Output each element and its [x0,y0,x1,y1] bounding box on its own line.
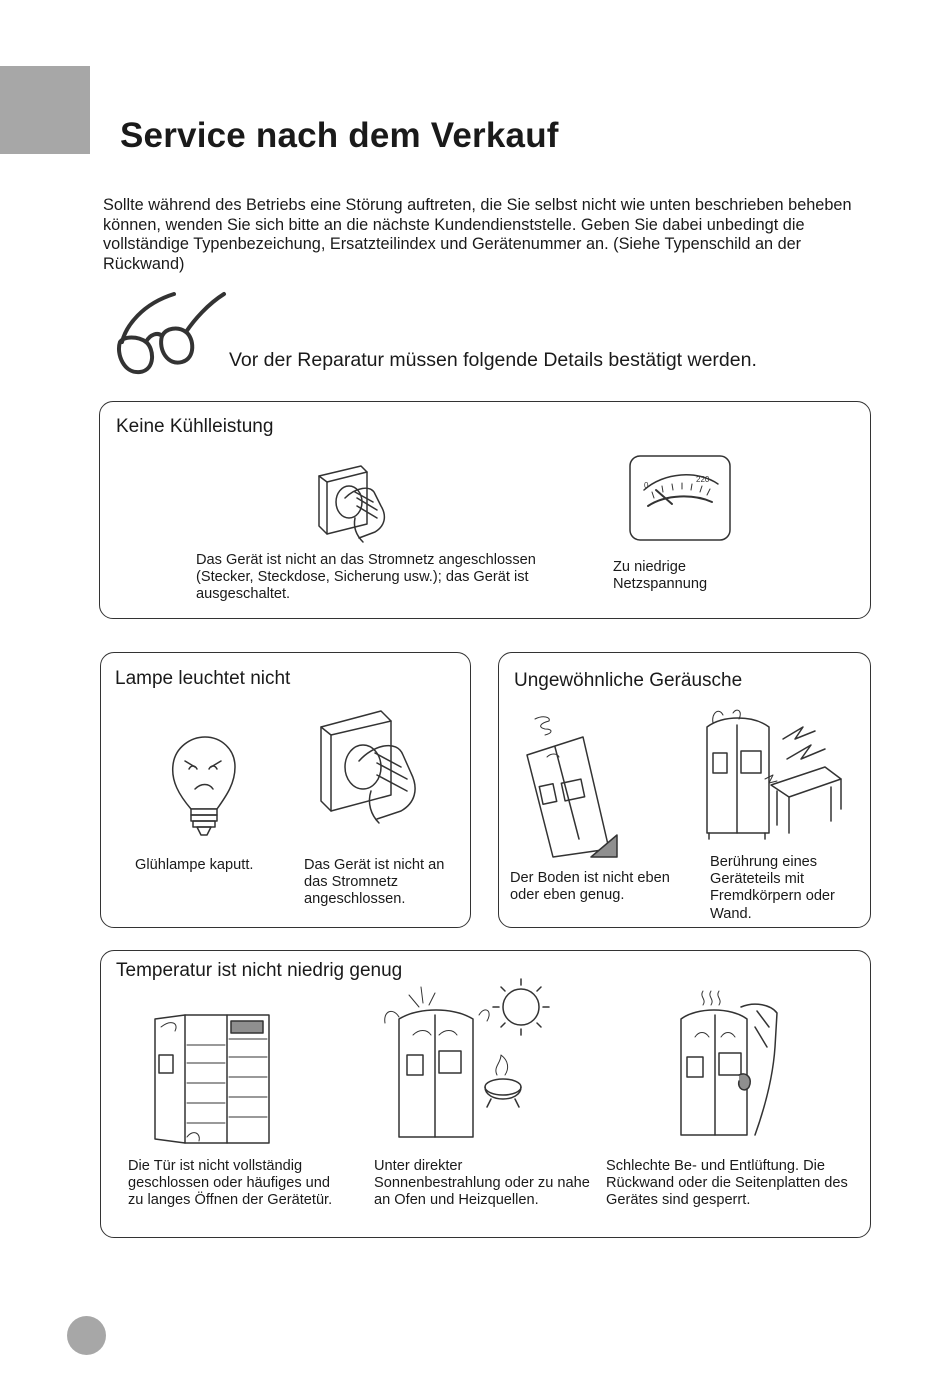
caption-bulb-broken: Glühlampe kaputt. [135,857,254,873]
open-fridge-icon [151,1005,277,1152]
caption-sun-heat: Unter direkter Sonnenbestrahlung oder zu nahe an Ofen und Heizquellen. [374,1158,590,1209]
section-title: Ungewöhnliche Geräusche [514,670,743,691]
pre-repair-note: Vor der Reparatur müssen folgende Details bestätigt werden. [229,349,757,371]
fridge-sun-stove-icon [379,975,559,1150]
section-noise [498,652,871,928]
tilted-fridge-icon [523,711,635,866]
fridge-blocked-vent-icon [675,987,795,1152]
caption-not-connected: Das Gerät ist nicht an das Stromnetz angeschlossen. [304,857,445,908]
svg-text:220: 220 [696,475,710,484]
caption-door-open: Die Tür ist nicht vollständig geschlossen oder häufiges und zu langes Öffnen der Gerätetür. [128,1158,333,1209]
section-temperature [100,950,871,1238]
caption-touching-objects: Berührung eines Geräteteils mit Fremdkörpern oder Wand. [710,854,835,922]
svg-text:0: 0 [644,481,649,490]
caption-low-voltage: Zu niedrige Netzspannung [613,559,708,593]
section-title: Lampe leuchtet nicht [115,668,291,689]
fridge-touching-table-icon [703,705,849,850]
section-title: Keine Kühlleistung [116,416,274,437]
glasses-icon [112,290,230,387]
intro-paragraph: Sollte während des Betriebs eine Störung auftreten, die Sie selbst nicht wie unten beschrieben beheben können, wenden Sie sich bitte an die nächste Kundendienststelle. Geben Sie dabei unbedingt die vollständige Typenbezeichung, Ersatzteilindex und Gerätenummer an. (Siehe Typenschild an der Rückwand) [103,196,852,273]
caption-poor-ventilation: Schlechte Be- und Entlüftung. Die Rückwand oder die Seitenplatten des Gerätes sind gesperrt. [606,1158,848,1209]
chapter-tab [0,66,90,154]
plug-socket-icon [315,462,395,547]
section-no-cooling [99,401,871,619]
broken-bulb-icon [169,735,239,844]
page-title: Service nach dem Verkauf [120,116,559,155]
section-title: Temperatur ist nicht niedrig genug [116,960,403,981]
caption-no-power: Das Gerät ist nicht an das Stromnetz angeschlossen (Stecker, Steckdose, Sicherung usw.); das Gerät ist ausgeschaltet. [196,552,536,603]
section-lamp [100,652,471,928]
page-number-marker [67,1316,106,1355]
voltmeter-icon [628,454,732,547]
caption-uneven-floor: Der Boden ist nicht eben oder eben genug. [510,870,670,904]
plug-socket-icon [315,705,435,830]
